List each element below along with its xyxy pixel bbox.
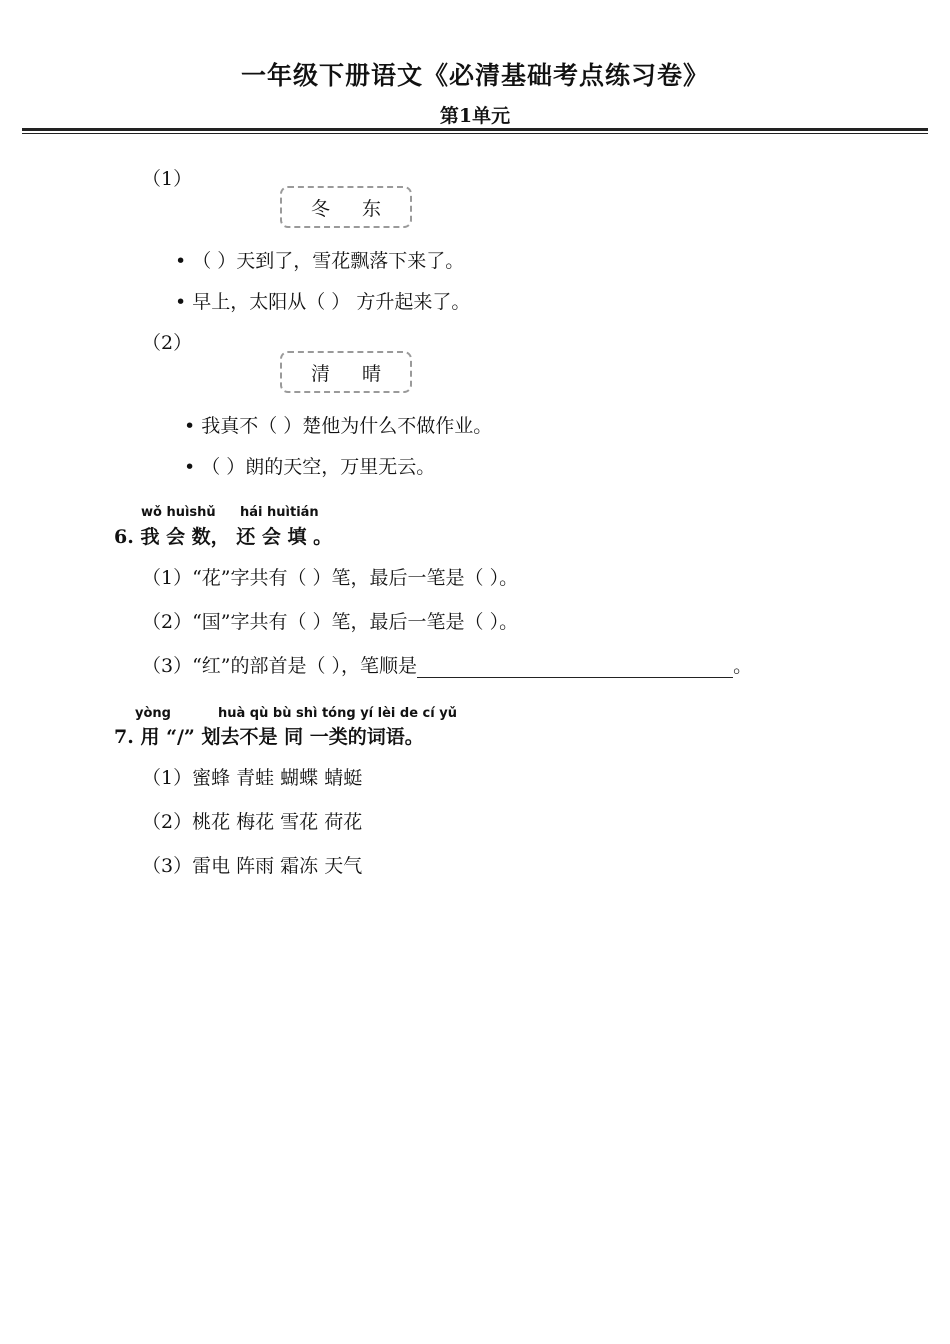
header-rule-thin — [22, 133, 928, 134]
q5-part1-item-1: • （ ）天到了，雪花飘落下来了。 — [175, 250, 465, 272]
q6-item-3 — [142, 651, 752, 678]
q5-part1-item-2: • 早上，太阳从（ ） 方升起来了。 — [175, 291, 471, 313]
q6-pinyin-1: wǒ huìshǔ — [141, 505, 216, 520]
q5-part2-item-2: • （ ）朗的天空，万里无云。 — [184, 456, 436, 478]
q5-part2-word1: 清 — [310, 362, 330, 385]
q7-item-3: （3）雷电 阵雨 霜冻 天气 — [142, 855, 363, 877]
q5-part2-label: （2） — [142, 332, 193, 354]
q5-part1-word2: 东 — [362, 197, 382, 220]
q6-item-3-prefix: （3）“红”的部首是（ ），笔顺是 — [142, 655, 418, 677]
q5-part1-word-box — [280, 186, 412, 228]
stroke-order-blank-line[interactable] — [417, 659, 733, 678]
unit-subtitle: 第1单元 — [439, 105, 511, 127]
q7-item-1: （1）蜜蜂 青蛙 蝴蝶 蜻蜓 — [142, 767, 363, 789]
q7-pinyin-2: huà qù bù shì tóng yí lèi de cí yǔ — [218, 706, 457, 721]
q7-item-2: （2）桃花 梅花 雪花 荷花 — [142, 811, 363, 833]
q6-item-1: （1）“花”字共有（ ）笔，最后一笔是（ ）。 — [142, 567, 519, 589]
q6-item-2: （2）“国”字共有（ ）笔，最后一笔是（ ）。 — [142, 611, 519, 633]
q5-part1-word1: 冬 — [310, 197, 330, 220]
page-title: 一年级下册语文《必清基础考点练习卷》 — [240, 61, 709, 90]
q7-heading: 7. 用 “/” 划去不是 同 一类的词语。 — [114, 726, 424, 748]
q5-part2-word2: 晴 — [362, 362, 382, 385]
header-rule-thick — [22, 128, 928, 131]
q7-pinyin-1: yòng — [135, 706, 171, 721]
q6-item-3-suffix: 。 — [733, 655, 753, 677]
q6-heading: 6. 我 会 数， 还 会 填 。 — [114, 526, 333, 548]
q5-part2-word-box — [280, 351, 412, 393]
q5-part2-item-1: • 我真不（ ）楚他为什么不做作业。 — [184, 415, 493, 437]
q6-pinyin-2: hái huìtián — [240, 505, 319, 520]
q5-part1-label: （1） — [142, 168, 193, 190]
